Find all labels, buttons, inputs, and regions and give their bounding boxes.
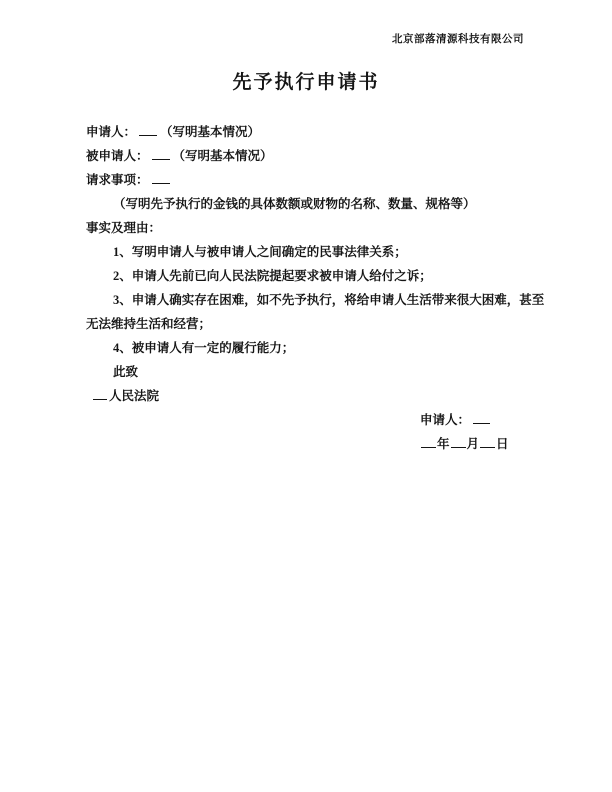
facts-label-line — [86, 216, 527, 240]
applicant-line — [86, 120, 527, 144]
day-blank-field — [480, 435, 495, 448]
request-blank-field — [152, 171, 170, 184]
request-note-line — [86, 192, 527, 216]
fact-item-3-line-1 — [86, 288, 545, 312]
request-label: 请求事项： — [86, 173, 149, 187]
fact-item-3-text-1: 3、申请人确实存在困难，如不先予执行，将给申请人生活带来很大困难，甚至 — [113, 293, 545, 307]
request-note: （写明先予执行的金钱的具体数额或财物的名称、数量、规格等） — [113, 197, 476, 211]
month-blank-field — [451, 435, 466, 448]
document-body — [86, 120, 545, 456]
respondent-blank-field — [152, 147, 170, 160]
fact-item-2-text: 2、申请人先前已向人民法院提起要求被申请人给付之诉； — [113, 269, 432, 283]
fact-item-1-text: 1、写明申请人与被申请人之间确定的民事法律关系； — [113, 245, 407, 259]
respondent-line — [86, 144, 527, 168]
respondent-label: 被申请人： — [86, 149, 149, 163]
applicant-label: 申请人： — [86, 125, 137, 139]
court-name: 人民法院 — [109, 389, 160, 403]
signature-blank-field — [473, 411, 490, 424]
closing-salute: 此致 — [113, 365, 139, 379]
fact-item-4 — [86, 336, 527, 360]
fact-item-3-text-2: 无法维持生活和经营； — [86, 317, 212, 331]
month-label: 月 — [466, 437, 480, 451]
date-line — [86, 432, 527, 456]
applicant-blank-field — [139, 123, 157, 136]
signature-label: 申请人： — [420, 413, 471, 427]
company-header: 北京部落清源科技有限公司 — [392, 34, 524, 45]
year-label: 年 — [437, 437, 450, 451]
facts-label: 事实及理由： — [86, 221, 162, 235]
fact-item-4-text: 4、被申请人有一定的履行能力； — [113, 341, 295, 355]
fact-item-1 — [86, 240, 527, 264]
fact-item-2 — [86, 264, 527, 288]
applicant-note: （写明基本情况） — [160, 125, 261, 139]
request-line — [86, 168, 527, 192]
court-line — [86, 384, 527, 408]
respondent-note: （写明基本情况） — [172, 149, 273, 163]
closing-salute-line — [86, 360, 527, 384]
year-blank-field — [421, 435, 436, 448]
document-title: 先予执行申请书 — [232, 72, 380, 93]
day-label: 日 — [496, 437, 509, 451]
court-blank-field — [93, 387, 107, 400]
signature-line — [86, 408, 527, 432]
fact-item-3-line-2 — [86, 312, 527, 336]
